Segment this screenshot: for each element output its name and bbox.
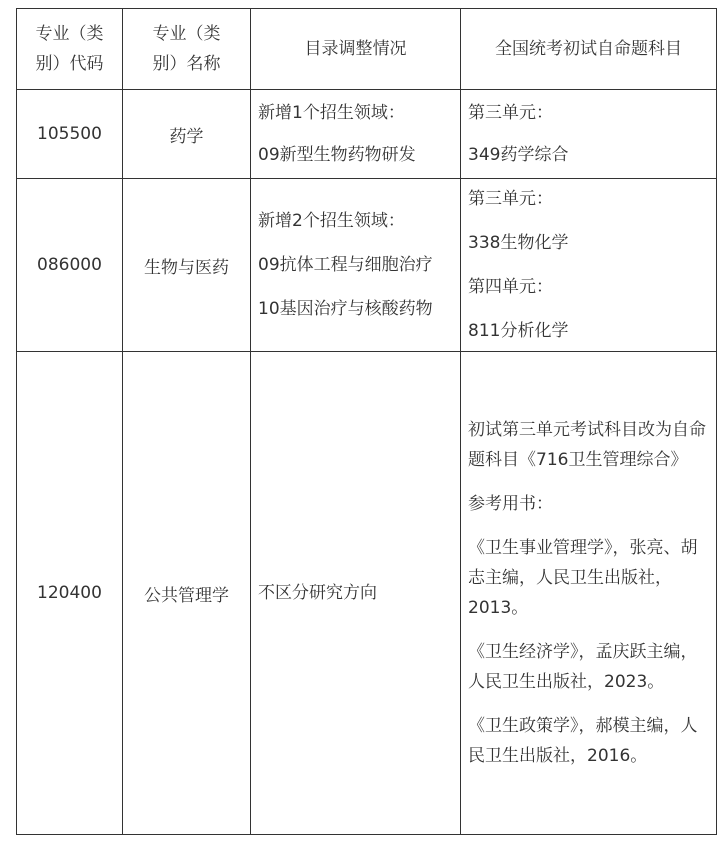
adjustment-cell: 不区分研究方向 bbox=[251, 352, 461, 835]
reference-book: 《卫生经济学》，孟庆跃主编，人民卫生出版社，2023。 bbox=[468, 642, 698, 692]
adjustment-cell: 新增2个招生领域： 09抗体工程与细胞治疗 10基因治疗与核酸药物 bbox=[251, 179, 461, 352]
table-row bbox=[17, 352, 717, 835]
major-code-cell: 086000 bbox=[17, 179, 123, 352]
major-name-cell: 公共管理学 bbox=[123, 352, 251, 835]
header-adjustment: 目录调整情况 bbox=[251, 9, 461, 90]
header-major-name: 专业（类 别）名称 bbox=[123, 9, 251, 90]
subjects-cell: 第三单元： 338生物化学 第四单元： 811分析化学 bbox=[461, 179, 717, 352]
reference-books-label: 参考用书： bbox=[468, 494, 553, 514]
major-name-cell: 药学 bbox=[123, 90, 251, 179]
reference-book: 《卫生事业管理学》，张亮、胡志主编，人民卫生出版社，2013。 bbox=[468, 538, 698, 618]
catalog-adjustment-table bbox=[16, 8, 717, 835]
header-major-code: 专业（类 别）代码 bbox=[17, 9, 123, 90]
subjects-cell bbox=[461, 352, 717, 835]
major-name-cell: 生物与医药 bbox=[123, 179, 251, 352]
subjects-cell: 第三单元： 349药学综合 bbox=[461, 90, 717, 179]
header-subjects: 全国统考初试自命题科目 bbox=[461, 9, 717, 90]
reference-book: 《卫生政策学》，郝模主编，人民卫生出版社，2016。 bbox=[468, 716, 698, 766]
table-row bbox=[17, 90, 717, 179]
major-code-cell: 105500 bbox=[17, 90, 123, 179]
subject-change-note: 初试第三单元考试科目改为自命题科目《716卫生管理综合》 bbox=[468, 420, 706, 470]
table-header-row bbox=[17, 9, 717, 90]
table-row bbox=[17, 179, 717, 352]
adjustment-cell: 新增1个招生领域： 09新型生物药物研发 bbox=[251, 90, 461, 179]
major-code-cell: 120400 bbox=[17, 352, 123, 835]
